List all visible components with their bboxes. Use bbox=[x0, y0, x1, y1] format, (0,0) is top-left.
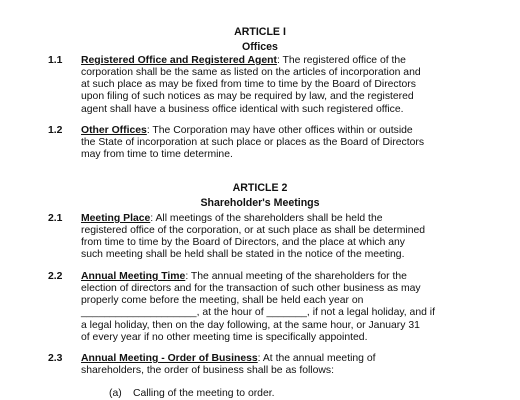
section-title: Annual Meeting - Order of Business bbox=[81, 353, 258, 364]
section-title: Annual Meeting Time bbox=[81, 271, 186, 282]
section-title: Meeting Place bbox=[81, 213, 151, 224]
section-title: Registered Office and Registered Agent bbox=[81, 55, 277, 66]
section-text: : The Corporation may have other offices within or outside bbox=[146, 125, 413, 136]
section-text-line: corporation shall be the same as listed on the articles of incorporation and bbox=[81, 67, 421, 79]
list-item-label: (a) bbox=[109, 388, 122, 399]
article-2-subheading: Shareholder's Meetings bbox=[200, 197, 320, 209]
section-1-1 bbox=[48, 55, 453, 116]
section-text: : All meetings of the shareholders shall be held the bbox=[150, 213, 383, 224]
section-text-line: at such place as may be fixed from time to time by the Board of Directors bbox=[81, 79, 416, 91]
section-text-line: shareholders, the order of business shall be as follows: bbox=[81, 365, 334, 377]
section-title: Other Offices bbox=[81, 125, 147, 136]
section-text: : At the annual meeting of bbox=[257, 353, 376, 364]
section-text-line: upon filing of such notices as may be required by law, and the registered bbox=[81, 91, 414, 103]
section-text: : The registered office of the bbox=[276, 55, 406, 66]
section-text-line: of every year if no other meeting time is specifically appointed. bbox=[81, 331, 368, 343]
section-text-line: the State of incorporation at such place or places as the Board of Directors bbox=[81, 137, 425, 149]
section-number: 1.2 bbox=[48, 125, 63, 136]
section-2-1 bbox=[48, 213, 453, 262]
article-2-heading: ARTICLE 2 bbox=[232, 182, 288, 194]
section-2-2 bbox=[48, 271, 453, 344]
section-text-line: may from time to time determine. bbox=[81, 149, 233, 161]
section-2-3 bbox=[48, 353, 453, 377]
section-text-line: a legal holiday, then on the day following, at the same hour, or January 31 bbox=[81, 319, 420, 331]
section-number: 2.2 bbox=[48, 271, 63, 282]
section-text-line: such meeting shall be held shall be stated in the notice of the meeting. bbox=[81, 249, 405, 261]
section-first-line bbox=[81, 271, 453, 283]
list-item-text: Calling of the meeting to order. bbox=[133, 388, 275, 399]
section-text-line: from time to time by the Board of Directors, and the place at which any bbox=[81, 237, 405, 249]
section-text-line: election of directors and for the transaction of such other business as may bbox=[81, 283, 421, 295]
section-first-line bbox=[81, 213, 453, 225]
section-1-2 bbox=[48, 125, 453, 161]
section-text-line: registered office of the corporation, or at such place as shall be determined bbox=[81, 225, 426, 237]
section-text-line: agent shall have a business office identical with such registered office. bbox=[81, 103, 404, 115]
section-first-line bbox=[81, 353, 453, 365]
section-number: 2.3 bbox=[48, 353, 63, 364]
section-text: : The annual meeting of the shareholders for the bbox=[185, 271, 407, 282]
section-text-line: ____________________, at the hour of _______, if not a legal holiday, and if bbox=[81, 307, 435, 319]
list-item bbox=[109, 388, 275, 400]
section-text-line: properly come before the meeting, shall be held each year on bbox=[81, 295, 364, 307]
section-first-line bbox=[81, 55, 453, 67]
article-1-subheading: Offices bbox=[242, 41, 278, 53]
section-first-line bbox=[81, 125, 453, 137]
article-1-heading: ARTICLE I bbox=[234, 26, 286, 38]
section-number: 2.1 bbox=[48, 213, 63, 224]
section-number: 1.1 bbox=[48, 55, 63, 66]
